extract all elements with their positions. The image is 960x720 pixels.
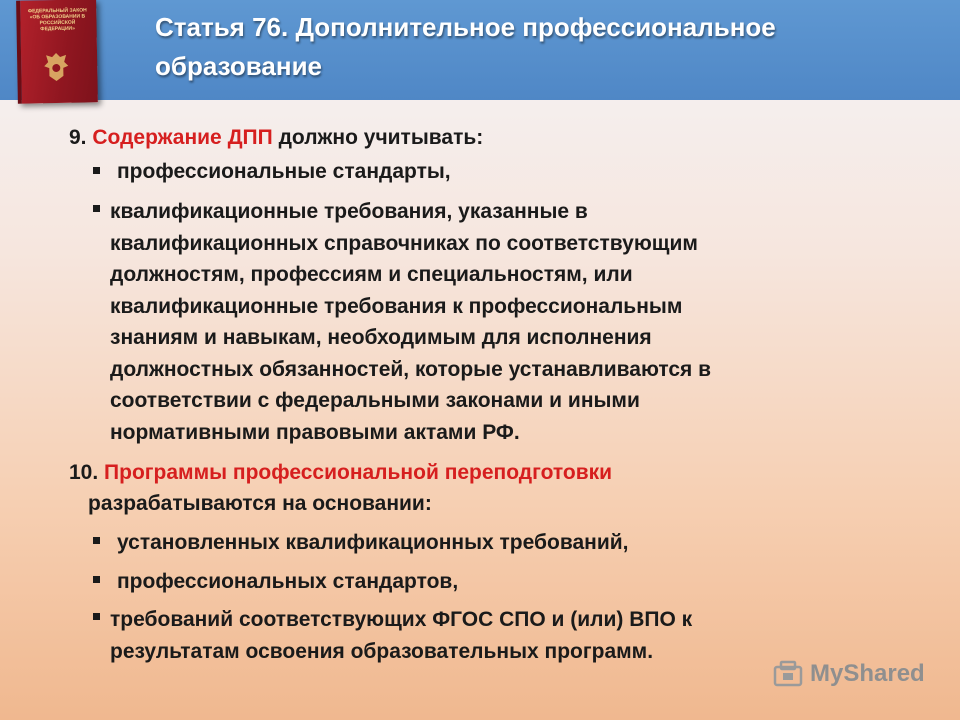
section-9-number: 9. bbox=[69, 126, 87, 149]
section-10-bullet-1: установленных квалификационных требований, bbox=[117, 531, 629, 554]
section-10-heading bbox=[69, 457, 612, 489]
section-10-highlight: Программы профессиональной переподготовки bbox=[104, 461, 613, 484]
bullet-marker bbox=[93, 576, 100, 583]
watermark-text: MyShared bbox=[810, 660, 925, 687]
bullet-marker bbox=[93, 205, 100, 212]
section-10-rest: разрабатываются на основании: bbox=[88, 492, 432, 515]
section-10-bullet-2: профессиональных стандартов, bbox=[117, 570, 459, 593]
bullet-marker bbox=[93, 167, 100, 174]
section-9-bullet-2-line-3: должностям, профессиям и специальностям, или bbox=[110, 263, 633, 286]
slide-title-line-2: образование bbox=[155, 51, 323, 81]
book-cover-text: ФЕДЕРАЛЬНЫЙ ЗАКОН «ОБ ОБРАЗОВАНИИ В РОССИЙСКОЙ ФЕДЕРАЦИИ» bbox=[27, 7, 87, 33]
section-10-bullet-3-line-1: требований соответствующих ФГОС СПО и (или) ВПО к bbox=[110, 608, 693, 631]
section-9-heading bbox=[69, 122, 483, 154]
section-9-bullet-2-line-6: должностных обязанностей, которые устанавливаются в bbox=[110, 358, 712, 381]
section-9-bullet-2-line-8: нормативными правовыми актами РФ. bbox=[110, 421, 520, 444]
section-9-bullet-1: профессиональные стандарты, bbox=[117, 160, 451, 183]
section-9-bullet-2-line-1: квалификационные требования, указанные в bbox=[110, 200, 588, 223]
section-9-bullet-2-line-7: соответствии с федеральными законами и иными bbox=[110, 389, 640, 412]
section-9-bullet-2-line-5: знаниям и навыкам, необходимым для исполнения bbox=[110, 326, 652, 349]
bullet-marker bbox=[93, 613, 100, 620]
bullet-marker bbox=[93, 537, 100, 544]
section-9-bullet-2-line-2: квалификационных справочниках по соответствующим bbox=[110, 232, 698, 255]
myshared-watermark bbox=[772, 656, 925, 692]
myshared-logo-icon bbox=[772, 658, 804, 690]
section-9-bullet-2-line-4: квалификационные требования к профессиональным bbox=[110, 295, 683, 318]
slide-title-line-1: Статья 76. Дополнительное профессиональное bbox=[155, 12, 776, 42]
section-9-highlight: Содержание ДПП bbox=[92, 126, 273, 149]
section-9-rest: должно учитывать: bbox=[278, 126, 484, 149]
section-10-bullet-3-line-2: результатам освоения образовательных программ. bbox=[110, 640, 654, 663]
section-10-number: 10. bbox=[69, 461, 99, 484]
